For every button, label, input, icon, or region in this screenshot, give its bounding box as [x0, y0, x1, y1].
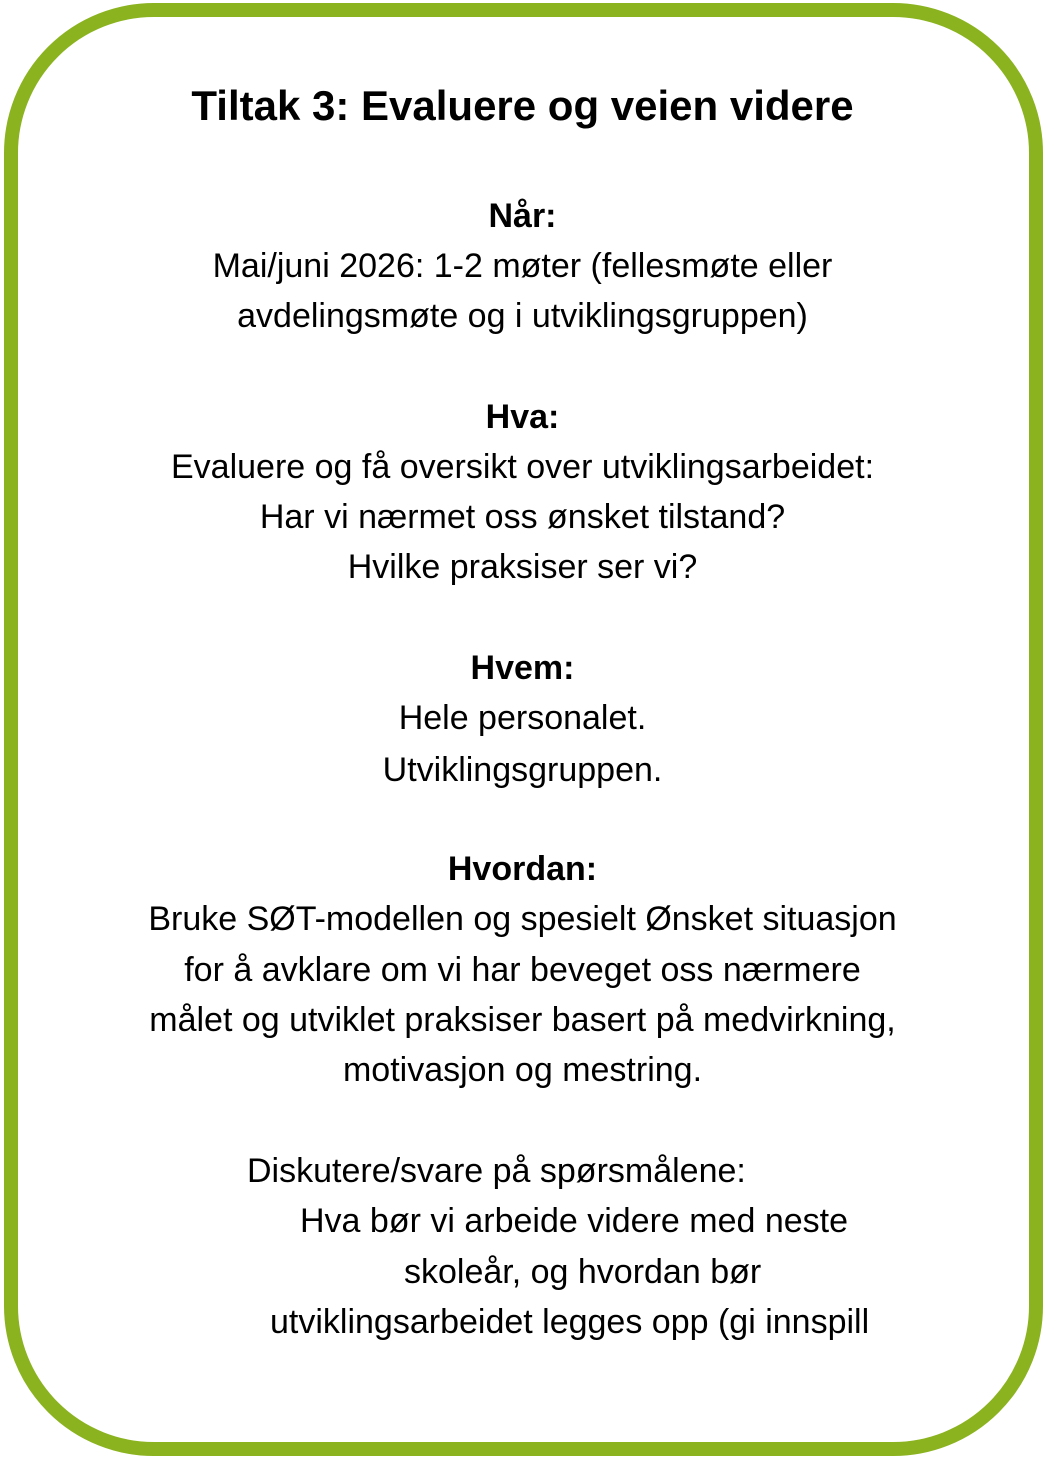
card-title: Tiltak 3: Evaluere og veien videre	[191, 82, 854, 129]
hvordan-line-1: Bruke SØT-modellen og spesielt Ønsket situasjon	[148, 900, 897, 938]
diskutere-line-3: skoleår, og hvordan bør	[404, 1253, 762, 1291]
hvem-line-1: Hele personalet.	[398, 699, 647, 737]
diskutere-line-2: Hva bør vi arbeide videre med neste	[300, 1202, 849, 1240]
diskutere-line-4: utviklingsarbeidet legges opp (gi innspill	[270, 1303, 870, 1341]
diskutere-line-1: Diskutere/svare på spørsmålene:	[247, 1152, 746, 1190]
hvem-line-2: Utviklingsgruppen.	[382, 751, 663, 789]
hvem-heading: Hvem:	[470, 649, 575, 687]
hva-line-3: Hvilke praksiser ser vi?	[347, 548, 698, 586]
hvordan-line-3: målet og utviklet praksiser basert på medvirkning,	[149, 1001, 896, 1039]
hvordan-heading: Hvordan:	[447, 850, 598, 888]
naar-line-1: Mai/juni 2026: 1-2 møter (fellesmøte eller	[212, 247, 833, 285]
hva-line-2: Har vi nærmet oss ønsket tilstand?	[259, 498, 786, 536]
naar-heading: Når:	[488, 197, 557, 235]
hva-line-1: Evaluere og få oversikt over utviklingsarbeidet:	[170, 448, 875, 486]
hvordan-line-2: for å avklare om vi har beveget oss nærmere	[184, 951, 861, 989]
naar-line-2: avdelingsmøte og i utviklingsgruppen)	[237, 297, 808, 335]
hvordan-line-4: motivasjon og mestring.	[342, 1051, 703, 1089]
hva-heading: Hva:	[485, 398, 560, 436]
